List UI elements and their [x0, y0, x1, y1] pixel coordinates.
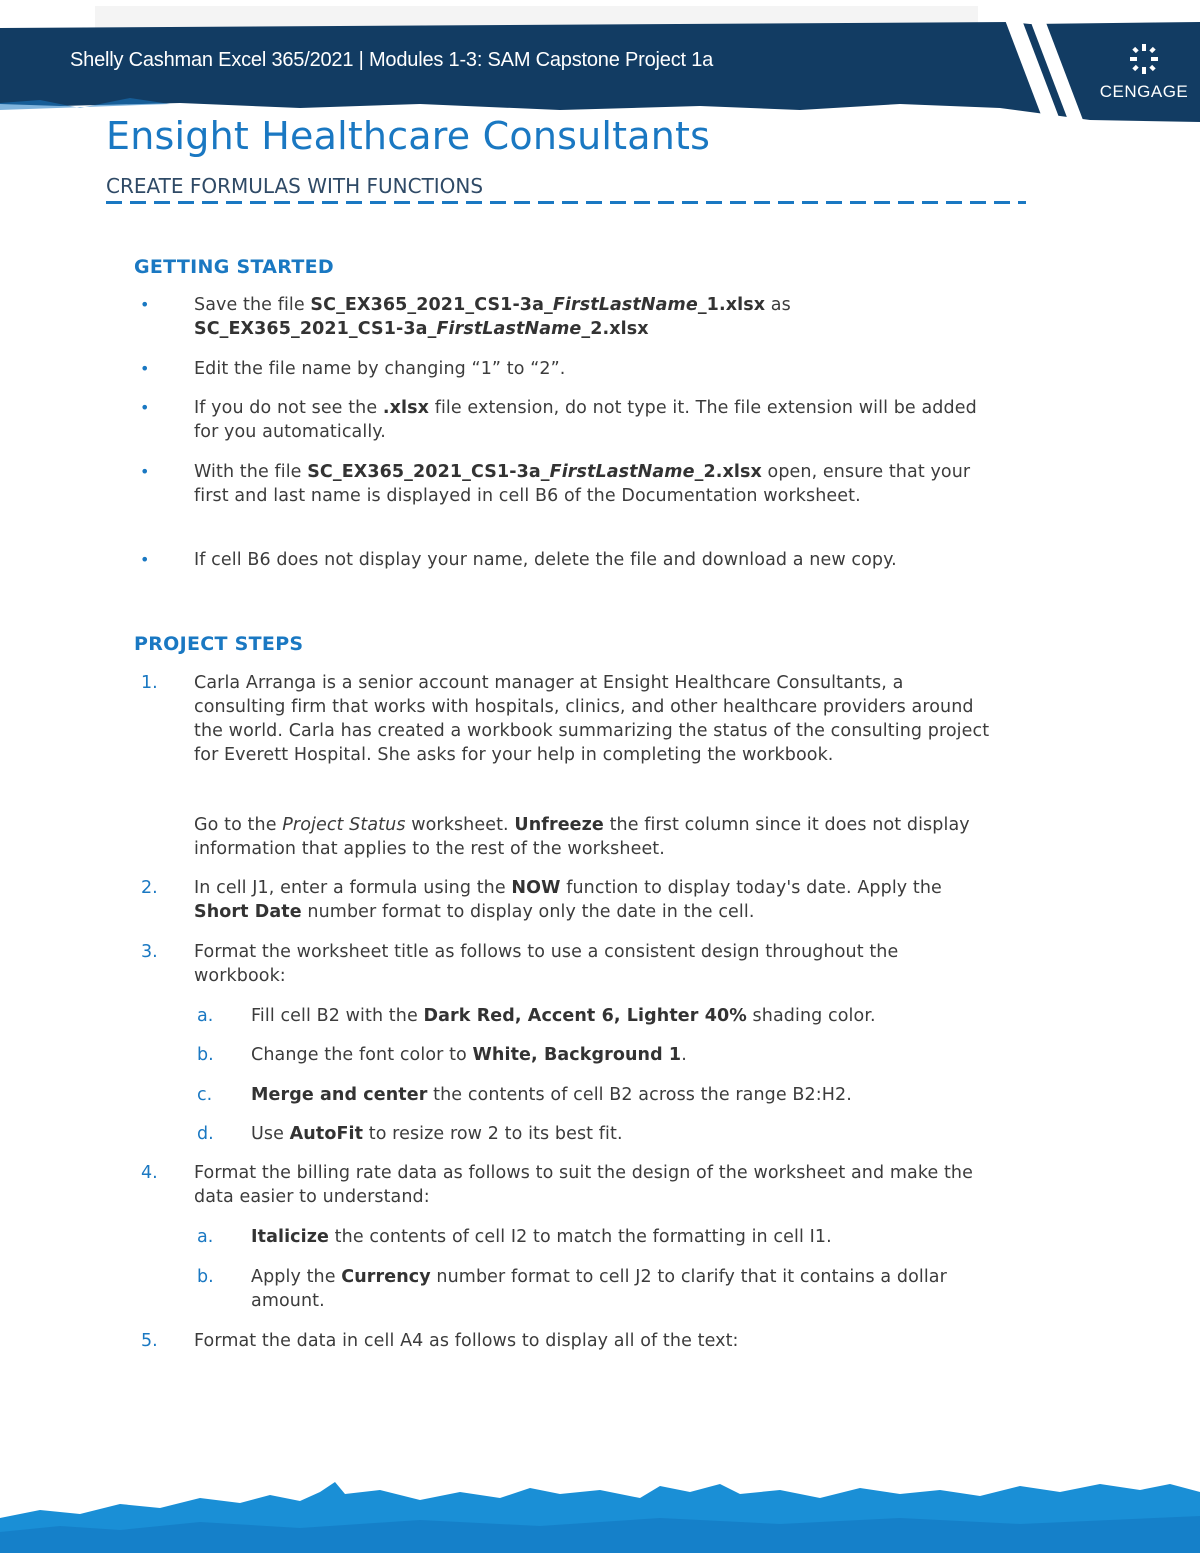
substep-letter: d. [197, 1124, 214, 1144]
substep-letter: b. [197, 1045, 214, 1065]
cengage-logo [1096, 40, 1192, 110]
list-item: Edit the file name by changing “1” to “2”. [194, 359, 566, 379]
substep-letter: b. [197, 1267, 214, 1287]
step-number: 1. [141, 673, 158, 693]
substep-3c: Merge and center the contents of cell B2 across the range B2:H2. [251, 1085, 852, 1105]
substep-4b: Apply the Currency number format to cell J2 to clarify that it contains a dollar amount. [251, 1267, 947, 1311]
substep-3a: Fill cell B2 with the Dark Red, Accent 6, Lighter 40% shading color. [251, 1006, 876, 1026]
substep-4a: Italicize the contents of cell I2 to match the formatting in cell I1. [251, 1227, 832, 1247]
step-3-text: Format the worksheet title as follows to use a consistent design throughout the workbook: [194, 942, 899, 986]
step-number: 2. [141, 878, 158, 898]
course-header-text: Shelly Cashman Excel 365/2021 | Modules 1-3: SAM Capstone Project 1a [70, 49, 714, 71]
bullet-icon: • [140, 295, 150, 314]
bullet-icon: • [140, 398, 150, 417]
bullet-icon: • [140, 359, 150, 378]
list-item: If you do not see the .xlsx file extension, do not type it. The file extension will be added for you automatically. [194, 398, 977, 442]
list-item: With the file SC_EX365_2021_CS1-3a_FirstLastName_2.xlsx open, ensure that your first and last name is displayed in cell B6 of the Documentation worksheet. [194, 462, 971, 506]
logo-wordmark: CENGAGE [1099, 82, 1189, 101]
document-subtitle: CREATE FORMULAS WITH FUNCTIONS [106, 174, 484, 198]
substep-3b: Change the font color to White, Background 1. [251, 1045, 687, 1065]
list-item: Save the file SC_EX365_2021_CS1-3a_FirstLastName_1.xlsx as SC_EX365_2021_CS1-3a_FirstLastName_2.xlsx [194, 295, 791, 339]
bullet-icon: • [140, 550, 150, 569]
step-number: 4. [141, 1163, 158, 1183]
step-1-instruction: Go to the Project Status worksheet. Unfreeze the first column since it does not display information that applies to the rest of the worksheet. [194, 815, 970, 859]
substep-letter: c. [197, 1085, 213, 1105]
substep-letter: a. [197, 1227, 214, 1247]
step-4-text: Format the billing rate data as follows to suit the design of the worksheet and make the data easier to understand: [194, 1163, 973, 1207]
dashed-divider [106, 201, 1026, 204]
step-1-text: Carla Arranga is a senior account manager at Ensight Healthcare Consultants, a consulting firm that works with hospitals, clinics, and other healthcare providers around the world. Carla has created a workbook summarizing the status of the consulting project for Everett Hospital. She asks for your help in completing the workbook. [194, 673, 990, 765]
step-number: 5. [141, 1331, 158, 1351]
substep-3d: Use AutoFit to resize row 2 to its best fit. [251, 1124, 623, 1144]
section-heading-getting-started: GETTING STARTED [134, 256, 334, 278]
bullet-icon: • [140, 462, 150, 481]
substep-letter: a. [197, 1006, 214, 1026]
footer-wave [0, 1470, 1200, 1553]
list-item: If cell B6 does not display your name, delete the file and download a new copy. [194, 550, 897, 570]
cengage-logo-icon [1130, 44, 1158, 74]
section-heading-project-steps: PROJECT STEPS [134, 633, 304, 655]
step-2-text: In cell J1, enter a formula using the NOW function to display today's date. Apply the Short Date number format to display only the date in the cell. [194, 878, 942, 922]
step-number: 3. [141, 942, 158, 962]
document-title: Ensight Healthcare Consultants [106, 114, 711, 158]
step-5-text: Format the data in cell A4 as follows to display all of the text: [194, 1331, 739, 1351]
